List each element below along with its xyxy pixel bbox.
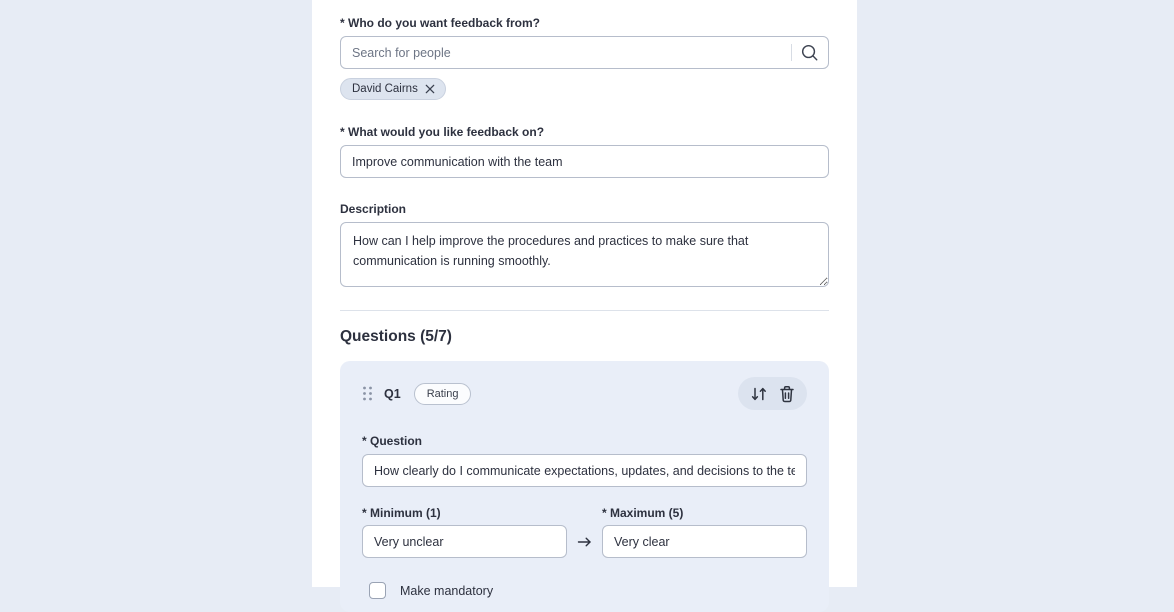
mandatory-row (369, 582, 807, 599)
minimum-label: * Minimum (1) (362, 506, 441, 520)
selected-person-name: David Cairns (352, 83, 418, 95)
people-search-input[interactable] (340, 36, 829, 69)
question-card (340, 361, 829, 612)
search-icon[interactable] (798, 42, 820, 64)
drag-handle-icon[interactable] (362, 386, 373, 401)
minimum-input[interactable] (362, 525, 567, 558)
maximum-label: * Maximum (5) (602, 506, 684, 520)
recipients-label: * Who do you want feedback from? (340, 16, 541, 30)
topic-input[interactable] (340, 145, 829, 178)
trash-icon[interactable] (779, 385, 795, 403)
make-mandatory-label: Make mandatory (400, 583, 494, 598)
minmax-row (362, 525, 807, 558)
make-mandatory-checkbox[interactable] (369, 582, 386, 599)
questions-heading: Questions (5/7) (340, 328, 452, 345)
reorder-button[interactable] (750, 386, 768, 402)
question-type-badge: Rating (414, 383, 472, 405)
topic-label: * What would you like feedback on? (340, 125, 545, 139)
question-header (362, 377, 807, 410)
description-textarea[interactable] (340, 222, 829, 287)
people-search (340, 36, 829, 69)
question-actions (738, 377, 807, 410)
description-label: Description (340, 202, 407, 216)
question-label: * Question (362, 434, 423, 448)
selected-person-chip[interactable] (340, 78, 446, 100)
question-id: Q1 (384, 386, 401, 401)
search-separator (791, 44, 792, 61)
question-input[interactable] (362, 454, 807, 487)
right-arrow-icon (567, 536, 602, 548)
minmax-labels (362, 506, 807, 520)
maximum-input[interactable] (602, 525, 807, 558)
close-icon[interactable] (425, 84, 435, 94)
section-divider (340, 310, 829, 311)
spacer (567, 506, 602, 520)
feedback-form-panel (312, 0, 857, 598)
